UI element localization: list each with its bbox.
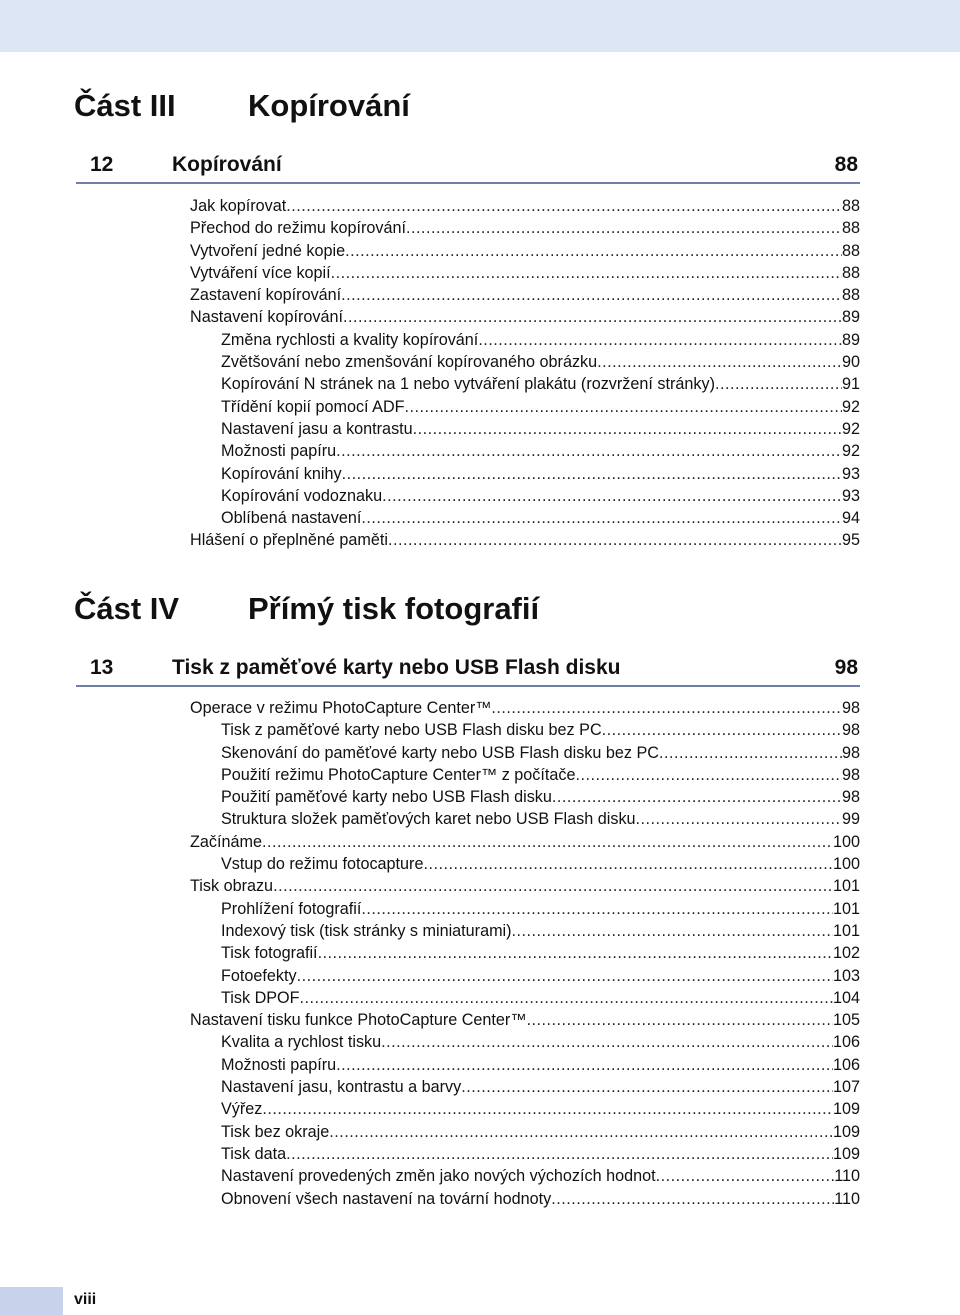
toc-entry[interactable] bbox=[190, 440, 860, 462]
toc-entry-title: Struktura složek paměťových karet nebo USB Flash disku bbox=[221, 810, 636, 829]
toc-entry-page: 98 bbox=[841, 743, 860, 762]
toc-dot-leader bbox=[336, 1054, 833, 1076]
toc-entry-page: 101 bbox=[832, 877, 860, 896]
toc-entry-title: Indexový tisk (tisk stránky s miniaturami) bbox=[221, 921, 512, 940]
toc-entry-page: 101 bbox=[832, 899, 860, 918]
toc-dot-leader bbox=[262, 1098, 833, 1120]
toc-entry[interactable] bbox=[190, 262, 860, 284]
toc-dot-leader bbox=[381, 1031, 833, 1053]
toc-entry-title: Oblíbená nastavení bbox=[221, 509, 362, 528]
toc-entry[interactable] bbox=[190, 1143, 860, 1165]
toc-entry-page: 95 bbox=[841, 531, 860, 550]
toc-entry[interactable] bbox=[190, 808, 860, 830]
toc-entry-page: 98 bbox=[841, 721, 860, 740]
toc-entry[interactable] bbox=[190, 853, 860, 875]
toc-entry-page: 100 bbox=[832, 855, 860, 874]
toc-entry-title: Obnovení všech nastavení na tovární hodnoty bbox=[221, 1189, 552, 1208]
toc-entry-title: Tisk DPOF bbox=[221, 988, 300, 1007]
toc-entry-page: 92 bbox=[841, 397, 860, 416]
toc-entry[interactable] bbox=[190, 831, 860, 853]
toc-dot-leader bbox=[341, 284, 842, 306]
toc-entry-title: Zvětšování nebo zmenšování kopírovaného obrázku bbox=[221, 353, 598, 372]
toc-dot-leader bbox=[405, 396, 842, 418]
toc-entry[interactable] bbox=[190, 1054, 860, 1076]
toc-dot-leader bbox=[656, 1165, 835, 1187]
toc-entry[interactable] bbox=[190, 764, 860, 786]
toc-entry-title: Skenování do paměťové karty nebo USB Flash disku bez PC bbox=[221, 743, 659, 762]
toc-entry[interactable] bbox=[190, 942, 860, 964]
toc-entry-page: 98 bbox=[841, 765, 860, 784]
toc-entry-title: Výřez bbox=[221, 1100, 263, 1119]
toc-entry-page: 93 bbox=[841, 486, 860, 505]
toc-entry[interactable] bbox=[190, 1098, 860, 1120]
part-label: Část IV bbox=[74, 591, 180, 626]
part-title: Kopírování bbox=[248, 88, 410, 123]
toc-entry-title: Hlášení o přeplněné paměti bbox=[190, 531, 388, 550]
toc-entry-title: Vstup do režimu fotocapture bbox=[221, 855, 424, 874]
toc-entry-page: 88 bbox=[841, 241, 860, 260]
toc-entry[interactable] bbox=[190, 898, 860, 920]
toc-entry-title: Vytváření více kopií bbox=[190, 263, 331, 282]
toc-entry-title: Třídění kopií pomocí ADF bbox=[221, 397, 405, 416]
toc-entry-page: 101 bbox=[832, 921, 860, 940]
toc-entry[interactable] bbox=[190, 965, 860, 987]
toc-entry-page: 89 bbox=[841, 330, 860, 349]
toc-dot-leader bbox=[512, 920, 833, 942]
toc-entry-title: Možnosti papíru bbox=[221, 442, 337, 461]
toc-entry-page: 110 bbox=[834, 1167, 860, 1186]
part-heading bbox=[74, 82, 874, 130]
toc-entry[interactable] bbox=[190, 1165, 860, 1187]
toc-entry-page: 105 bbox=[832, 1011, 860, 1030]
toc-entry-page: 90 bbox=[841, 353, 860, 372]
toc-entry-title: Vytvoření jedné kopie bbox=[190, 241, 346, 260]
chapter-number: 13 bbox=[90, 656, 114, 679]
toc-dot-leader bbox=[300, 987, 833, 1009]
toc-entry-page: 92 bbox=[841, 442, 860, 461]
chapter-page: 88 bbox=[834, 153, 858, 176]
toc-dot-leader bbox=[342, 463, 842, 485]
toc-entry-title: Použití režimu PhotoCapture Center™ z počítače bbox=[221, 765, 576, 784]
toc-entry-title: Kvalita a rychlost tisku bbox=[221, 1033, 382, 1052]
chapter-title: Tisk z paměťové karty nebo USB Flash disku bbox=[172, 656, 621, 679]
toc-entry[interactable] bbox=[190, 987, 860, 1009]
toc-entry-title: Jak kopírovat bbox=[190, 197, 287, 215]
toc-entry-page: 98 bbox=[841, 699, 860, 717]
toc-dot-leader bbox=[343, 306, 842, 328]
toc-dot-leader bbox=[318, 942, 833, 964]
toc-entry-title: Tisk fotografií bbox=[221, 944, 318, 963]
part-heading bbox=[74, 585, 874, 633]
toc-dot-leader bbox=[297, 965, 833, 987]
toc-entry[interactable] bbox=[190, 306, 860, 328]
toc-entry-title: Nastavení jasu, kontrastu a barvy bbox=[221, 1078, 462, 1097]
page-number: viii bbox=[74, 1291, 97, 1308]
chapter-heading[interactable] bbox=[76, 148, 860, 184]
toc-entry-title: Použití paměťové karty nebo USB Flash disku bbox=[221, 788, 552, 807]
toc-entry[interactable] bbox=[190, 396, 860, 418]
toc-dot-leader bbox=[423, 853, 833, 875]
toc-entry[interactable] bbox=[190, 697, 860, 719]
chapter-number: 12 bbox=[90, 153, 114, 176]
toc-entry-title: Nastavení jasu a kontrastu bbox=[221, 419, 413, 438]
toc-entry[interactable] bbox=[190, 1188, 860, 1210]
toc-entry-page: 110 bbox=[834, 1189, 860, 1208]
toc-entry-page: 102 bbox=[832, 944, 860, 963]
toc-entry-title: Tisk data bbox=[221, 1144, 287, 1163]
toc-dot-leader bbox=[336, 440, 842, 462]
toc-entry-title: Tisk obrazu bbox=[190, 877, 274, 896]
toc-entry[interactable] bbox=[190, 418, 860, 440]
toc-entry-page: 104 bbox=[832, 988, 860, 1007]
toc-entry-page: 91 bbox=[841, 375, 860, 394]
toc-entry-title: Nastavení kopírování bbox=[190, 308, 343, 327]
toc-entry-list bbox=[190, 195, 860, 552]
toc-entry-title: Kopírování vodoznaku bbox=[221, 486, 383, 505]
toc-dot-leader bbox=[715, 373, 842, 395]
toc-entry[interactable] bbox=[190, 195, 860, 217]
toc-entry-page: 99 bbox=[841, 810, 860, 829]
toc-entry-title: Zastavení kopírování bbox=[190, 286, 342, 305]
toc-entry[interactable] bbox=[190, 240, 860, 262]
toc-entry-title: Fotoefekty bbox=[221, 966, 297, 985]
toc-entry[interactable] bbox=[190, 329, 860, 351]
toc-entry-page: 106 bbox=[832, 1055, 860, 1074]
toc-entry-page: 92 bbox=[841, 419, 860, 438]
toc-entry-list bbox=[190, 697, 860, 1210]
toc-entry-title: Přechod do režimu kopírování bbox=[190, 219, 406, 238]
toc-entry-title: Kopírování knihy bbox=[221, 464, 342, 483]
toc-dot-leader bbox=[576, 764, 842, 786]
toc-entry-page: 98 bbox=[841, 788, 860, 807]
toc-entry[interactable] bbox=[190, 1031, 860, 1053]
toc-entry-title: Operace v režimu PhotoCapture Center™ bbox=[190, 699, 492, 717]
toc-entry-title: Nastavení tisku funkce PhotoCapture Center™ bbox=[190, 1011, 527, 1030]
toc-entry[interactable] bbox=[190, 507, 860, 529]
toc-entry[interactable] bbox=[190, 373, 860, 395]
toc-entry-title: Začínáme bbox=[190, 832, 262, 851]
toc-entry[interactable] bbox=[190, 875, 860, 897]
toc-dot-leader bbox=[361, 507, 842, 529]
toc-entry-page: 88 bbox=[841, 219, 860, 238]
toc-dot-leader bbox=[262, 831, 833, 853]
toc-dot-leader bbox=[329, 1121, 833, 1143]
toc-entry-title: Možnosti papíru bbox=[221, 1055, 337, 1074]
toc-entry[interactable] bbox=[190, 217, 860, 239]
toc-entry[interactable] bbox=[190, 786, 860, 808]
toc-entry-page: 109 bbox=[832, 1122, 860, 1141]
toc-entry-title: Tisk bez okraje bbox=[221, 1122, 330, 1141]
toc-entry[interactable] bbox=[190, 920, 860, 942]
toc-entry-page: 93 bbox=[841, 464, 860, 483]
toc-entry-title: Kopírování N stránek na 1 nebo vytváření plakátu (rozvržení stránky) bbox=[221, 375, 715, 394]
toc-dot-leader bbox=[478, 329, 842, 351]
toc-entry[interactable] bbox=[190, 719, 860, 741]
toc-entry-title: Změna rychlosti a kvality kopírování bbox=[221, 330, 479, 349]
toc-dot-leader bbox=[552, 786, 842, 808]
toc-dot-leader bbox=[461, 1076, 833, 1098]
toc-dot-leader bbox=[602, 719, 842, 741]
toc-dot-leader bbox=[597, 351, 842, 373]
toc-entry-page: 109 bbox=[832, 1144, 860, 1163]
toc-entry[interactable] bbox=[190, 1009, 860, 1031]
toc-entry[interactable] bbox=[190, 742, 860, 764]
toc-dot-leader bbox=[406, 217, 842, 239]
toc-entry-page: 89 bbox=[841, 308, 860, 327]
toc-entry[interactable] bbox=[190, 529, 860, 551]
toc-entry-title: Nastavení provedených změn jako nových výchozích hodnot bbox=[221, 1167, 656, 1186]
toc-dot-leader bbox=[331, 262, 842, 284]
toc-dot-leader bbox=[636, 808, 842, 830]
toc-entry-page: 88 bbox=[841, 197, 860, 215]
toc-dot-leader bbox=[388, 529, 842, 551]
footer-tab bbox=[0, 1287, 63, 1315]
toc-entry-page: 107 bbox=[832, 1078, 860, 1097]
toc-dot-leader bbox=[527, 1009, 833, 1031]
toc-entry[interactable] bbox=[190, 1076, 860, 1098]
toc-dot-leader bbox=[413, 418, 842, 440]
toc-entry-title: Prohlížení fotografií bbox=[221, 899, 362, 918]
toc-entry-page: 106 bbox=[832, 1033, 860, 1052]
toc-dot-leader bbox=[361, 898, 833, 920]
toc-entry-page: 94 bbox=[841, 509, 860, 528]
toc-entry-page: 103 bbox=[832, 966, 860, 985]
part-title: Přímý tisk fotografií bbox=[248, 591, 540, 626]
toc-entry[interactable] bbox=[190, 485, 860, 507]
toc-entry-page: 88 bbox=[841, 263, 860, 282]
chapter-heading[interactable] bbox=[76, 651, 860, 687]
toc-dot-leader bbox=[551, 1188, 834, 1210]
toc-dot-leader bbox=[491, 697, 842, 719]
toc-dot-leader bbox=[286, 1143, 833, 1165]
toc-entry-page: 88 bbox=[841, 286, 860, 305]
toc-entry-title: Tisk z paměťové karty nebo USB Flash disku bez PC bbox=[221, 721, 602, 740]
toc-entry-page: 100 bbox=[832, 832, 860, 851]
toc-entry-page: 109 bbox=[832, 1100, 860, 1119]
toc-dot-leader bbox=[659, 742, 842, 764]
toc-entry[interactable] bbox=[190, 1121, 860, 1143]
toc-dot-leader bbox=[382, 485, 842, 507]
part-label: Část III bbox=[74, 88, 176, 123]
toc-entry[interactable] bbox=[190, 284, 860, 306]
header-band bbox=[0, 0, 960, 52]
chapter-title: Kopírování bbox=[172, 153, 282, 176]
chapter-page: 98 bbox=[834, 656, 858, 679]
toc-entry[interactable] bbox=[190, 351, 860, 373]
toc-dot-leader bbox=[273, 875, 833, 897]
toc-dot-leader bbox=[286, 195, 842, 217]
toc-dot-leader bbox=[345, 240, 842, 262]
toc-entry[interactable] bbox=[190, 463, 860, 485]
